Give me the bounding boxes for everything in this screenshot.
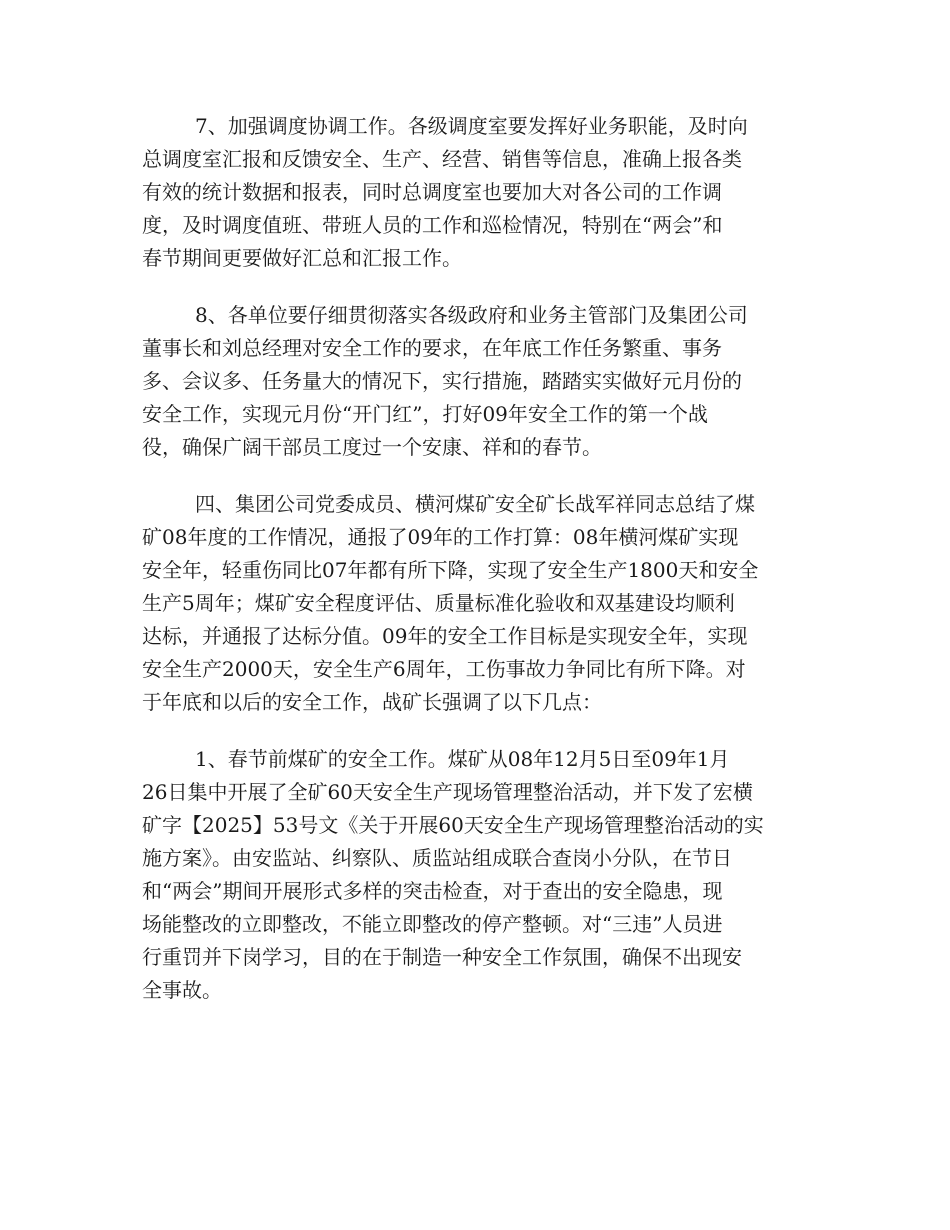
- text-line: 多、会议多、任务量大的情况下，实行措施，踏踏实实做好元月份的: [142, 369, 742, 393]
- text-line: 7、加强调度协调工作。各级调度室要发挥好业务职能，及时向: [195, 114, 748, 138]
- paragraph-implementation-requirements: [142, 299, 810, 464]
- text-line: 1、春节前煤矿的安全工作。煤矿从08年12月5日至09年1月: [195, 747, 730, 771]
- text-line: 四、集团公司党委成员、横河煤矿安全矿长战军祥同志总结了煤: [195, 492, 755, 516]
- paragraph-spring-festival-safety: [142, 743, 810, 1007]
- text-line: 矿字【2025】53号文《关于开展60天安全生产现场管理整治活动的实: [142, 813, 764, 837]
- document-body: [142, 110, 810, 1031]
- text-line: 总调度室汇报和反馈安全、生产、经营、销售等信息，准确上报各类: [142, 147, 742, 171]
- text-line: 矿08年度的工作情况，通报了09年的工作打算：08年横河煤矿实现: [142, 525, 739, 549]
- text-line: 生产5周年；煤矿安全程度评估、质量标准化验收和双基建设均顺利: [142, 591, 735, 615]
- text-line: 场能整改的立即整改，不能立即整改的停产整顿。对“三违”人员进: [142, 912, 723, 936]
- text-line: 于年底和以后的安全工作，战矿长强调了以下几点：: [142, 690, 602, 714]
- text-line: 和“两会”期间开展形式多样的突击检查，对于查出的安全隐患，现: [142, 879, 723, 903]
- text-line: 26日集中开展了全矿60天安全生产现场管理整治活动，并下发了宏横: [142, 780, 753, 804]
- text-line: 施方案》。由安监站、纠察队、质监站组成联合查岗小分队，在节日: [142, 846, 732, 870]
- text-line: 役，确保广阔干部员工度过一个安康、祥和的春节。: [142, 435, 602, 459]
- text-line: 有效的统计数据和报表，同时总调度室也要加大对各公司的工作调: [142, 180, 722, 204]
- text-line: 全事故。: [142, 978, 222, 1002]
- text-line: 行重罚并下岗学习，目的在于制造一种安全工作氛围，确保不出现安: [142, 945, 742, 969]
- text-line: 安全年，轻重伤同比07年都有所下降，实现了安全生产1800天和安全: [142, 558, 759, 582]
- text-line: 8、各单位要仔细贯彻落实各级政府和业务主管部门及集团公司: [195, 303, 748, 327]
- paragraph-coal-mine-summary: [142, 488, 810, 719]
- text-line: 董事长和刘总经理对安全工作的要求，在年底工作任务繁重、事务: [142, 336, 722, 360]
- text-line: 度，及时调度值班、带班人员的工作和巡检情况，特别在“两会”和: [142, 213, 723, 237]
- text-line: 安全生产2000天，安全生产6周年，工伤事故力争同比有所下降。对: [142, 657, 746, 681]
- text-line: 安全工作，实现元月份“开门红”，打好09年安全工作的第一个战: [142, 402, 708, 426]
- text-line: 达标，并通报了达标分值。09年的安全工作目标是实现安全年，实现: [142, 624, 748, 648]
- text-line: 春节期间更要做好汇总和汇报工作。: [142, 246, 462, 270]
- paragraph-dispatch-coordination: [142, 110, 810, 275]
